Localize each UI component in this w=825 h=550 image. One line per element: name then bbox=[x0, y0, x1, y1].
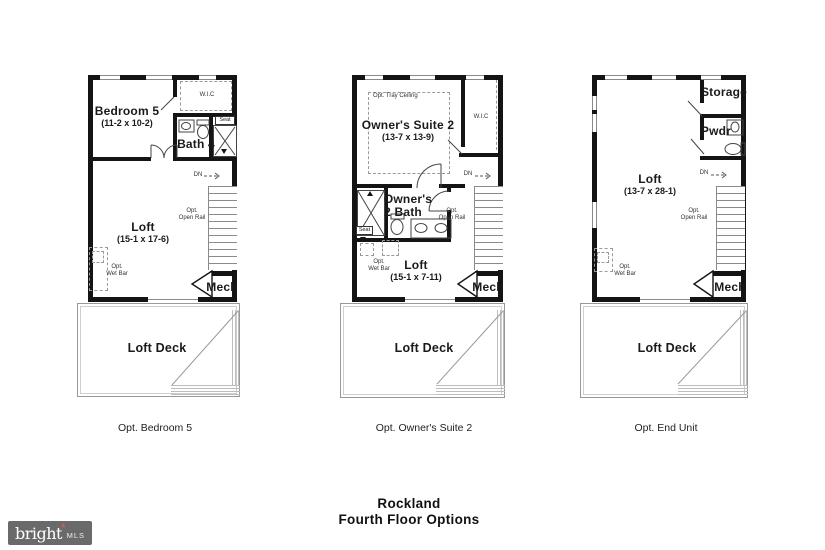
plan3-wet-bar-line2: Wet Bar bbox=[614, 271, 636, 277]
plan1-mech-label: Mech bbox=[206, 280, 238, 294]
plan2-bath-label-line1: Owner's bbox=[383, 192, 433, 206]
plan1-bedroom-label: Bedroom 5 bbox=[94, 104, 160, 118]
plan3-open-rail-label bbox=[681, 208, 708, 222]
plan1-seat-label: Seat bbox=[215, 116, 235, 125]
plan2-suite-label: Owner's Suite 2 bbox=[361, 118, 455, 132]
plan2-open-rail-line2: Open Rail bbox=[438, 215, 466, 221]
plan2-tray-ceiling-label: Opt. Tray Ceiling bbox=[373, 93, 418, 99]
logo-suffix-text: MLS bbox=[66, 530, 86, 540]
plan2-loft-dims: (15-1 x 7-11) bbox=[390, 272, 442, 282]
plan3-caption: Opt. End Unit bbox=[634, 422, 698, 434]
plan3-loft-label: Loft bbox=[638, 172, 662, 186]
plan2-deck-label: Loft Deck bbox=[394, 341, 454, 355]
plan1-wic-label: W.I.C bbox=[199, 92, 215, 98]
plan1-bedroom-dims: (11-2 x 10-2) bbox=[101, 118, 153, 128]
plan1-caption: Opt. Bedroom 5 bbox=[117, 422, 193, 434]
plan2-wic-label: W.I.C bbox=[473, 114, 489, 120]
plan3-wet-bar-line1: Opt. bbox=[619, 264, 631, 270]
plan3-open-rail-line1: Opt. bbox=[688, 208, 700, 214]
plan3-dn-label: DN bbox=[699, 170, 709, 176]
plan3-loft-dims: (13-7 x 28-1) bbox=[623, 186, 677, 196]
plan2-caption: Opt. Owner's Suite 2 bbox=[375, 422, 473, 434]
plan1-loft-dims: (15-1 x 17-6) bbox=[116, 234, 170, 244]
plan2-mech-label: Mech bbox=[472, 280, 504, 294]
plan2-loft-label: Loft bbox=[404, 258, 428, 272]
plan1-wet-bar-line1: Opt. bbox=[111, 264, 123, 270]
plan2-open-rail-label bbox=[439, 208, 466, 222]
plan1-wet-bar-label bbox=[106, 264, 128, 278]
logo-star-icon: * bbox=[60, 521, 66, 535]
plan1-open-rail-line2: Open Rail bbox=[178, 215, 206, 221]
plan1-dn-label: DN bbox=[193, 172, 203, 178]
brightmls-logo bbox=[8, 521, 92, 545]
plan2-bath-label-line2: 2 Bath bbox=[384, 205, 422, 219]
plan2-wet-bar-line2: Wet Bar bbox=[368, 266, 390, 272]
plan1-open-rail-label bbox=[179, 208, 206, 222]
plan1-bath-label: Bath 4 bbox=[177, 137, 215, 151]
plan3-deck-label: Loft Deck bbox=[637, 341, 697, 355]
plan2-suite-dims: (13-7 x 13-9) bbox=[381, 132, 435, 142]
plan-name-title: Rockland bbox=[377, 496, 441, 511]
logo-brand-text: bright bbox=[14, 523, 62, 543]
floor-options-title: Fourth Floor Options bbox=[338, 512, 480, 527]
plan3-storage-label: Storage bbox=[700, 85, 748, 99]
plan1-loft-label: Loft bbox=[131, 220, 155, 234]
plan3-mech-label: Mech bbox=[714, 280, 746, 294]
plan2-seat-label: Seat bbox=[356, 226, 373, 235]
plan1-open-rail-line1: Opt. bbox=[186, 208, 198, 214]
plan3-pwdr-label: Pwdr bbox=[700, 124, 732, 138]
plan3-open-rail-line2: Open Rail bbox=[680, 215, 708, 221]
plan2-open-rail-line1: Opt. bbox=[446, 208, 458, 214]
plan2-dn-label: DN bbox=[463, 171, 473, 177]
plan1-deck-label: Loft Deck bbox=[127, 341, 187, 355]
plan3-wet-bar-label bbox=[614, 264, 636, 278]
plan2-wet-bar-label bbox=[368, 259, 390, 273]
plan1-wet-bar-line2: Wet Bar bbox=[106, 271, 128, 277]
plan2-wet-bar-line1: Opt. bbox=[373, 259, 385, 265]
